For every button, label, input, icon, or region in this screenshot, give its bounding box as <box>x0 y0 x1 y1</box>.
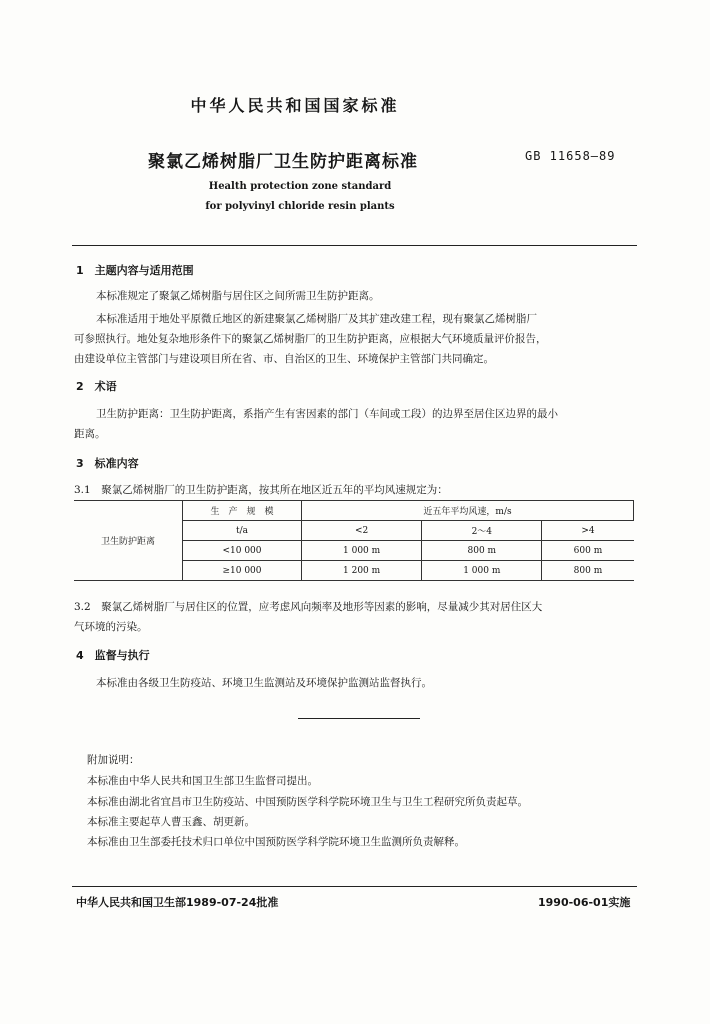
section-3-2-line-2: 气环境的污染。 <box>74 621 148 633</box>
table-cell: 1 200 m <box>302 561 422 581</box>
table-cell: 800 m <box>422 541 542 561</box>
header-rule <box>72 245 637 246</box>
table-scale-cell: <10 000 <box>183 541 302 561</box>
section-2-heading: 2 术语 <box>76 380 117 393</box>
table-cell: 600 m <box>542 541 634 561</box>
section-4-para: 本标准由各级卫生防疫站、环境卫生监测站及环境保护监测站监督执行。 <box>96 677 432 689</box>
section-3-2-line-1: 3.2 聚氯乙烯树脂厂与居住区的位置，应考虑风向频率及地形等因素的影响，尽量减少其对居住区大 <box>74 601 543 613</box>
section-1-heading: 1 主题内容与适用范围 <box>76 264 194 277</box>
english-title-line1: Health protection zone standard <box>208 181 392 192</box>
table-wind-col: <2 <box>302 521 422 541</box>
table-wind-col: 2～4 <box>422 521 542 541</box>
table-scale-unit: t/a <box>183 521 302 541</box>
protection-distance-table <box>74 500 634 581</box>
standard-code: GB 11658—89 <box>525 149 616 163</box>
table-scale-header: 生 产 规 模 <box>183 501 302 521</box>
section-1-para-2-line-1: 本标准适用于地处平原微丘地区的新建聚氯乙烯树脂厂及其扩建改建工程，现有聚氯乙烯树脂厂 <box>96 313 537 325</box>
note-3: 本标准主要起草人曹玉鑫、胡更新。 <box>87 816 255 828</box>
section-2-para-line-1: 卫生防护距离：卫生防护距离，系指产生有害因素的部门（车间或工段）的边界至居住区边界的最小 <box>96 408 558 420</box>
table-wind-col: >4 <box>542 521 634 541</box>
effective-date: 1990-06-01实施 <box>538 896 631 909</box>
table-wind-header: 近五年平均风速，m/s <box>302 501 634 521</box>
table-cell: 1 000 m <box>422 561 542 581</box>
table-cell: 800 m <box>542 561 634 581</box>
footer-rule <box>72 886 637 887</box>
issuing-body: 中华人民共和国国家标准 <box>190 96 400 115</box>
note-4: 本标准由卫生部委托技术归口单位中国预防医学科学院环境卫生监测所负责解释。 <box>87 836 465 848</box>
section-1-para-2-line-2: 可参照执行。地处复杂地形条件下的聚氯乙烯树脂厂的卫生防护距离，应根据大气环境质量评价报告， <box>74 333 547 345</box>
document-title: 聚氯乙烯树脂厂卫生防护距离标准 <box>148 152 418 172</box>
short-divider <box>298 718 420 719</box>
note-1: 本标准由中华人民共和国卫生部卫生监督司提出。 <box>87 775 318 787</box>
section-4-heading: 4 监督与执行 <box>76 649 150 662</box>
approval-date: 中华人民共和国卫生部1989-07-24批准 <box>76 896 279 909</box>
section-3-heading: 3 标准内容 <box>76 457 139 470</box>
table-row-label: 卫生防护距离 <box>74 501 183 581</box>
notes-heading: 附加说明： <box>87 754 140 766</box>
section-1-para-2-line-3: 由建设单位主管部门与建设项目所在省、市、自治区的卫生、环境保护主管部门共同确定。 <box>74 353 494 365</box>
section-3-1: 3.1 聚氯乙烯树脂厂的卫生防护距离，按其所在地区近五年的平均风速规定为： <box>74 484 448 496</box>
note-2: 本标准由湖北省宜昌市卫生防疫站、中国预防医学科学院环境卫生与卫生工程研究所负责起草。 <box>87 796 528 808</box>
section-1-para-1: 本标准规定了聚氯乙烯树脂与居住区之间所需卫生防护距离。 <box>96 290 380 302</box>
english-title-line2: for polyvinyl chloride resin plants <box>205 201 395 212</box>
table-cell: 1 000 m <box>302 541 422 561</box>
table-scale-cell: ≥10 000 <box>183 561 302 581</box>
section-2-para-line-2: 距离。 <box>74 428 106 440</box>
